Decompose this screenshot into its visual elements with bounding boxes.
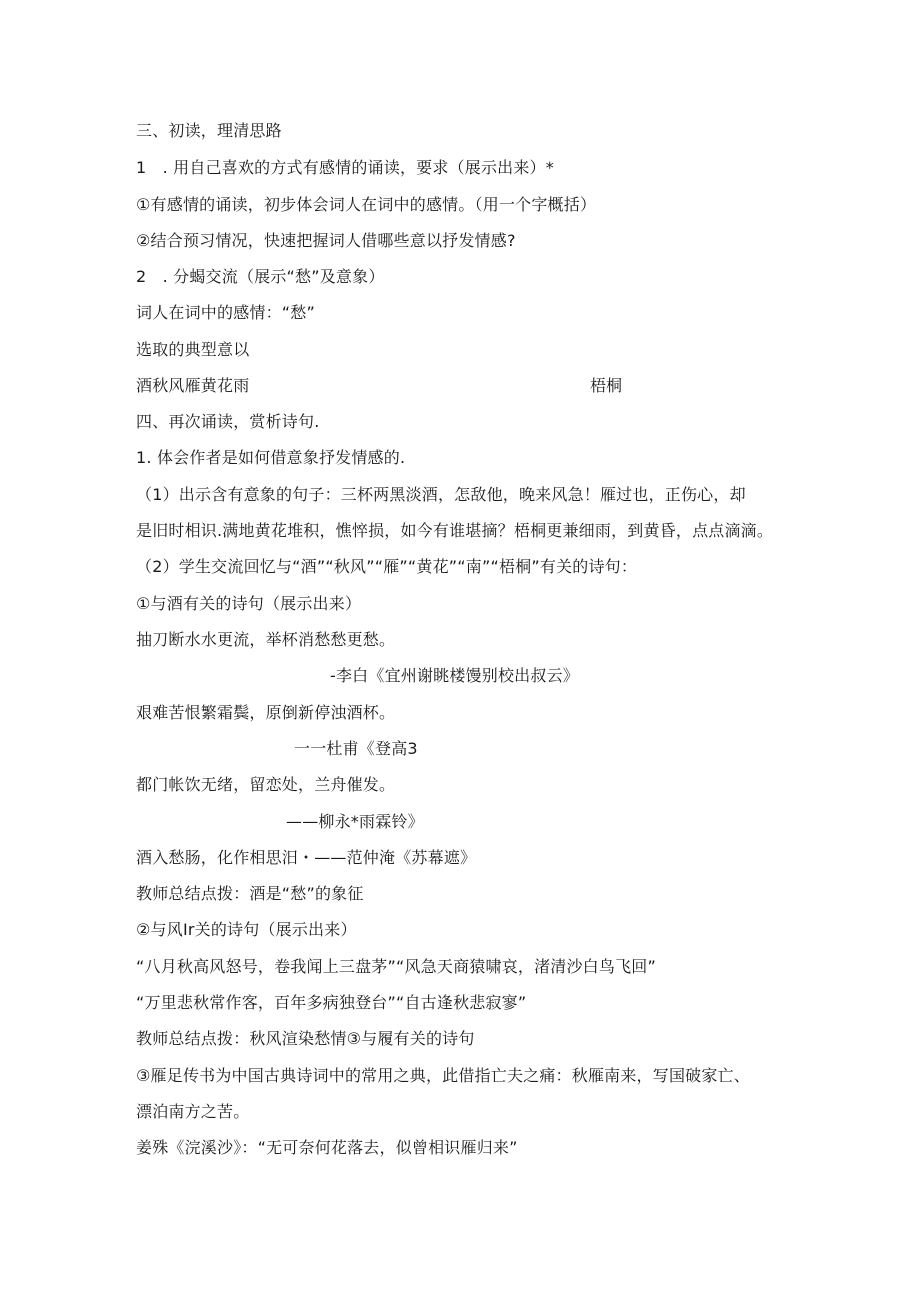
poem-liuyong: 都门帐饮无绪，留恋处，兰舟催发。 (136, 775, 396, 794)
task-4-1: 1. 体会作者是如何借意象抒发情感的. (136, 448, 406, 467)
poem-yanshu: 姜殊《浣溪沙》：“无可奈何花落去，似曾相识雁归来” (136, 1138, 518, 1157)
source-dufu: 一一杜甫《登高3 (294, 739, 418, 758)
imagery-list: 酒秋风雁黄花雨 (136, 376, 250, 395)
task-1: 1 . 用自己喜欢的方式有感情的诵读，要求（展示出来）* (136, 158, 554, 177)
summary-wind: 教师总结点拨：秋风渲染愁情③与履有关的诗句 (136, 1029, 475, 1048)
poem-dufu: 艰难苦恨繁霜鬓，原倒新停浊酒杯。 (136, 703, 396, 722)
imagery-label: 选取的典型意以 (136, 340, 250, 359)
task-2: 2 . 分蝎交流（展示“愁”及意象） (136, 267, 385, 286)
section-heading-3: 三、初读，理清思路 (136, 121, 282, 140)
wine-poems-heading: ①与酒有关的诗句（展示出来） (136, 594, 362, 613)
summary-wine: 教师总结点拨：酒是“愁”的象征 (136, 884, 364, 903)
quote-intro-line-2: 是旧时相识.满地黄花堆积，憔悴损，如今有谁堪摘？梧桐更兼细雨，到黄昏，点点滴滴。 (136, 521, 774, 540)
emotion-line: 词人在词中的感情：“愁” (136, 303, 315, 322)
wind-poems-2: “万里悲秋常作客，百年多病独登台”“自古逢秋悲寂寥” (136, 993, 527, 1012)
imagery-wutong: 梧桐 (590, 376, 623, 395)
goose-explanation-2: 漂泊南方之苦。 (136, 1102, 250, 1121)
poem-fanzhongyan: 酒入愁肠，化作相思汨・——范仲淹《苏幕遮》 (136, 848, 477, 867)
quote-intro-line-1: （1）出示含有意象的句子：三杯两黑淡酒，怎敌他，晚来风急！雁过也，正伤心，却 (136, 485, 746, 504)
task-1-point-1: ①有感情的诵读，初步体会词人在词中的感情。（用一个字概括） (136, 195, 597, 214)
task-1-point-2: ②结合预习情况，快速把握词人借哪些意以抒发情感? (136, 231, 516, 250)
wind-poems-heading: ②与风Ir关的诗句（展示出来） (136, 920, 357, 939)
poem-libai: 抽刀断水水更流，举杯消愁愁更愁。 (136, 630, 396, 649)
source-liuyong: ——柳永*雨霖铃》 (286, 812, 424, 831)
wind-poems-1: “八月秋高风怒号，卷我闻上三盘茅”“风急天商猿啸哀，渚清沙白鸟飞回” (136, 957, 656, 976)
goose-explanation-1: ③雁足传书为中国古典诗词中的常用之典，此借指亡夫之痛：秋雁南来，写国破家亡、 (136, 1066, 750, 1085)
student-recall: （2）学生交流回忆与“酒”“秋风”“雁”“黄花”“南”“梧桐”有关的诗句： (136, 557, 638, 576)
source-libai: -李白《宜州谢眺楼馒别校出叔云》 (330, 666, 579, 685)
section-heading-4: 四、再次诵读，赏析诗句. (136, 412, 320, 431)
